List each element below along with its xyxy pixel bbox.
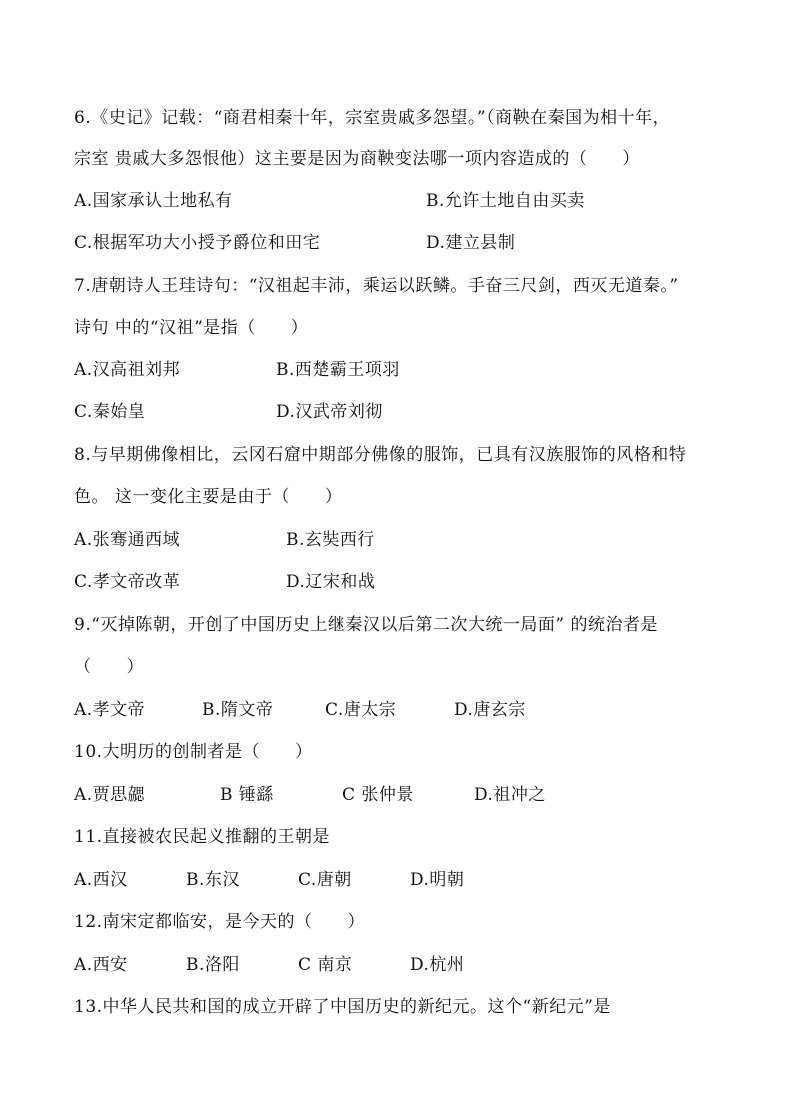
option-b: B.西楚霸王项羽 (276, 360, 400, 380)
question-8-stem-line-1: 8.与早期佛像相比，云冈石窟中期部分佛像的服饰，已具有汉族服饰的风格和特 (74, 445, 687, 465)
question-8-stem-line-2: 色。 这一变化主要是由于（ ） (74, 487, 343, 507)
option-a: A.张骞通西域 (74, 530, 181, 550)
option-a: A.汉高祖刘邦 (74, 360, 181, 380)
option-a: A.孝文帝 (74, 700, 146, 720)
question-13-stem: 13.中华人民共和国的成立开辟了中国历史的新纪元。这个“新纪元”是 (74, 997, 611, 1017)
question-6-stem-line-2: 宗室 贵戚大多怨恨他）这主要是因为商鞅变法哪一项内容造成的（ ） (74, 149, 640, 169)
option-d: D.杭州 (410, 955, 465, 975)
option-c: C.唐太宗 (325, 700, 397, 720)
question-10-stem: 10.大明历的创制者是（ ） (74, 742, 313, 762)
question-7-stem-line-2: 诗句 中的“汉祖”是指（ ） (74, 318, 309, 338)
question-11-stem: 11.直接被农民起义推翻的王朝是 (74, 827, 331, 847)
option-a: A.国家承认土地私有 (74, 191, 233, 211)
option-d: D.明朝 (410, 870, 465, 890)
option-d: D.辽宋和战 (286, 572, 376, 592)
option-c: C.孝文帝改革 (74, 572, 181, 592)
option-c: C 南京 (298, 955, 353, 975)
option-a: A.西汉 (74, 870, 128, 890)
option-b: B 锤繇 (220, 785, 274, 805)
option-c: C 张仲景 (342, 785, 414, 805)
option-c: C.秦始皇 (74, 402, 146, 422)
option-a: A.贾思勰 (74, 785, 146, 805)
question-9-stem-line-1: 9.“灭掉陈朝，开创了中国历史上继秦汉以后第二次大统一局面” 的统治者是 (74, 615, 659, 635)
option-a: A.西安 (74, 955, 128, 975)
option-c: C.根据军功大小授予爵位和田宅 (74, 233, 321, 253)
option-c: C.唐朝 (298, 870, 352, 890)
question-9-stem-line-2: （ ） (74, 657, 144, 677)
option-d: D.建立县制 (426, 233, 516, 253)
option-b: B.玄奘西行 (286, 530, 375, 550)
option-b: B.隋文帝 (202, 700, 274, 720)
option-b: B.允许土地自由买卖 (426, 191, 585, 211)
option-b: B.洛阳 (186, 955, 240, 975)
question-12-stem: 12.南宋定都临安，是今天的（ ） (74, 912, 366, 932)
question-7-stem-line-1: 7.唐朝诗人王珪诗句：“汉祖起丰沛，乘运以跃鳞。手奋三尺剑，西灭无道秦。” (74, 276, 679, 296)
option-d: D.祖冲之 (474, 785, 546, 805)
option-d: D.汉武帝刘彻 (276, 402, 383, 422)
option-d: D.唐玄宗 (454, 700, 526, 720)
question-6-stem-line-1: 6.《史记》记载：“商君相秦十年，宗室贵戚多怨望。”（商鞅在秦国为相十年， (74, 108, 671, 128)
option-b: B.东汉 (186, 870, 240, 890)
